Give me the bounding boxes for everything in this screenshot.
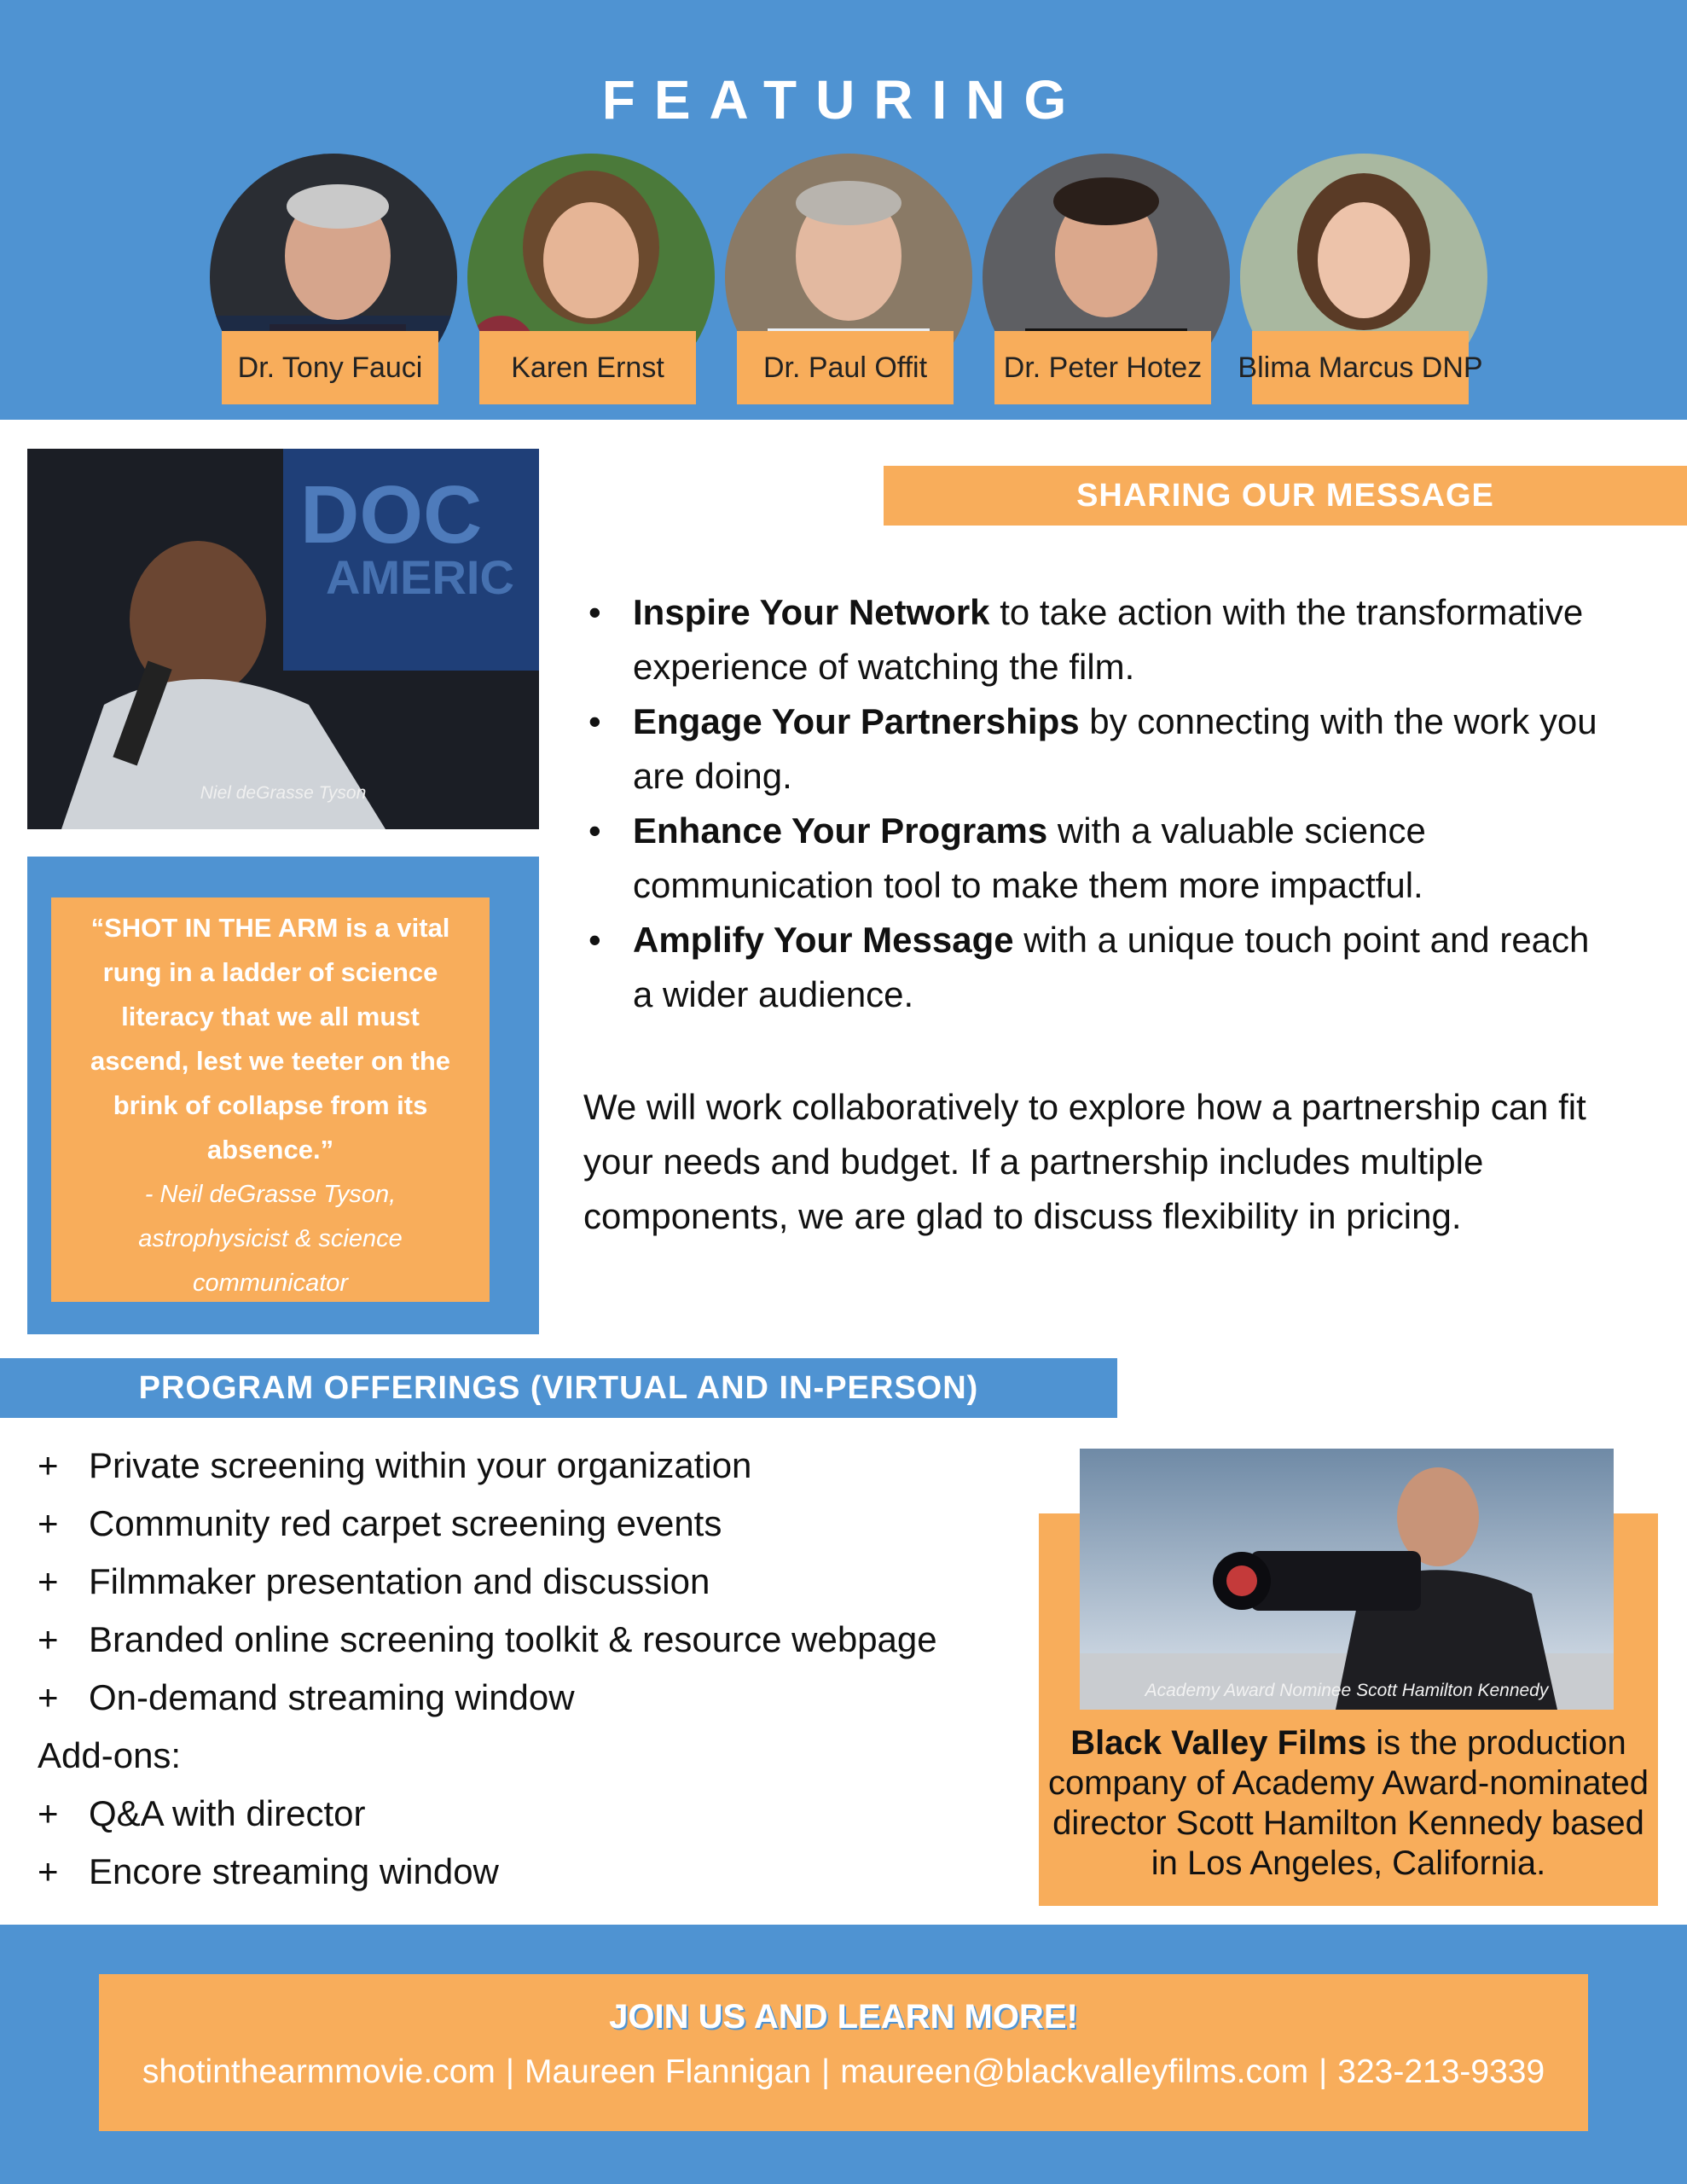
person-card xyxy=(467,154,715,410)
addons-label: Add-ons: xyxy=(38,1735,182,1775)
featuring-title: FEATURING xyxy=(601,69,1086,131)
plus-icon: + xyxy=(38,1619,59,1659)
contact-name: Maureen Flannigan xyxy=(524,2053,812,2090)
offerings-heading: PROGRAM OFFERINGS (VIRTUAL AND IN-PERSON) xyxy=(0,1358,1117,1418)
sharing-heading: SHARING OUR MESSAGE xyxy=(884,466,1687,526)
list-item: + Community red carpet screening events xyxy=(38,1495,1061,1553)
benefits-list xyxy=(588,585,1612,1022)
company-description: Black Valley Films is the production company of Academy Award-nominated director Scott Hamilton Kennedy based in Los Angeles, California. xyxy=(1047,1724,1649,1882)
person-card xyxy=(1240,154,1487,410)
svg-text:DOC: DOC xyxy=(300,469,483,561)
list-item: • Amplify Your Message with a unique touch point and reach a wider audience. xyxy=(588,913,1612,1022)
list-item: • Enhance Your Programs with a valuable science communication tool to make them more impactful. xyxy=(588,804,1612,913)
person-name: Karen Ernst xyxy=(479,331,696,404)
plus-icon: + xyxy=(38,1851,59,1891)
list-item: + Q&A with director xyxy=(38,1785,1061,1843)
photo-caption: Academy Award Nominee Scott Hamilton Kennedy xyxy=(1145,1681,1549,1700)
plus-icon: + xyxy=(38,1677,59,1717)
list-item: + Private screening within your organization xyxy=(38,1437,1061,1495)
quote-attribution: - Neil deGrasse Tyson, astrophysicist & science communicator xyxy=(138,1181,403,1297)
separator: | xyxy=(505,2053,514,2090)
contact-box xyxy=(99,1974,1588,2131)
quote-box xyxy=(51,897,490,1302)
email-link[interactable]: maureen@blackvalleyfilms.com xyxy=(840,2053,1309,2090)
list-item: • Inspire Your Network to take action with the transformative experience of watching the film. xyxy=(588,585,1612,694)
list-item: + On-demand streaming window xyxy=(38,1669,1061,1727)
plus-icon: + xyxy=(38,1561,59,1601)
list-item: • Engage Your Partnerships by connecting with the work you are doing. xyxy=(588,694,1612,804)
phone-number[interactable]: 323-213-9339 xyxy=(1337,2053,1545,2090)
contact-line xyxy=(99,2053,1588,2091)
website-link[interactable]: shotinthearmmovie.com xyxy=(142,2053,496,2090)
offerings-list xyxy=(38,1437,1061,1901)
list-item: + Branded online screening toolkit & resource webpage xyxy=(38,1611,1061,1669)
separator: | xyxy=(821,2053,831,2090)
person-card xyxy=(725,154,972,410)
quote-panel xyxy=(27,857,539,1334)
separator: | xyxy=(1319,2053,1328,2090)
plus-icon: + xyxy=(38,1503,59,1543)
person-name: Dr. Tony Fauci xyxy=(222,331,438,404)
person-name: Dr. Peter Hotez xyxy=(994,331,1211,404)
list-item: + Encore streaming window xyxy=(38,1843,1061,1901)
plus-icon: + xyxy=(38,1445,59,1485)
person-card xyxy=(983,154,1230,410)
list-item: + Filmmaker presentation and discussion xyxy=(38,1553,1061,1611)
plus-icon: + xyxy=(38,1793,59,1833)
filmmaker-photo xyxy=(1080,1449,1614,1710)
svg-text:AMERIC: AMERIC xyxy=(326,550,514,604)
quote-text: “SHOT IN THE ARM is a vital rung in a ladder of science literacy that we all must ascend, lest we teeter on the brink of collapse from its absence.” xyxy=(90,913,451,1165)
photo-caption: Niel deGrasse Tyson xyxy=(200,783,367,803)
person-card xyxy=(210,154,457,410)
speaker-photo xyxy=(27,449,539,829)
person-name: Blima Marcus DNP xyxy=(1252,331,1469,404)
person-name: Dr. Paul Offit xyxy=(737,331,954,404)
join-title: JOIN US AND LEARN MORE! xyxy=(609,1998,1078,2036)
partnership-paragraph: We will work collaboratively to explore how a partnership can fit your needs and budget. If a partnership includes multiple components, we are glad to discuss flexibility in pricing. xyxy=(583,1087,1586,1236)
